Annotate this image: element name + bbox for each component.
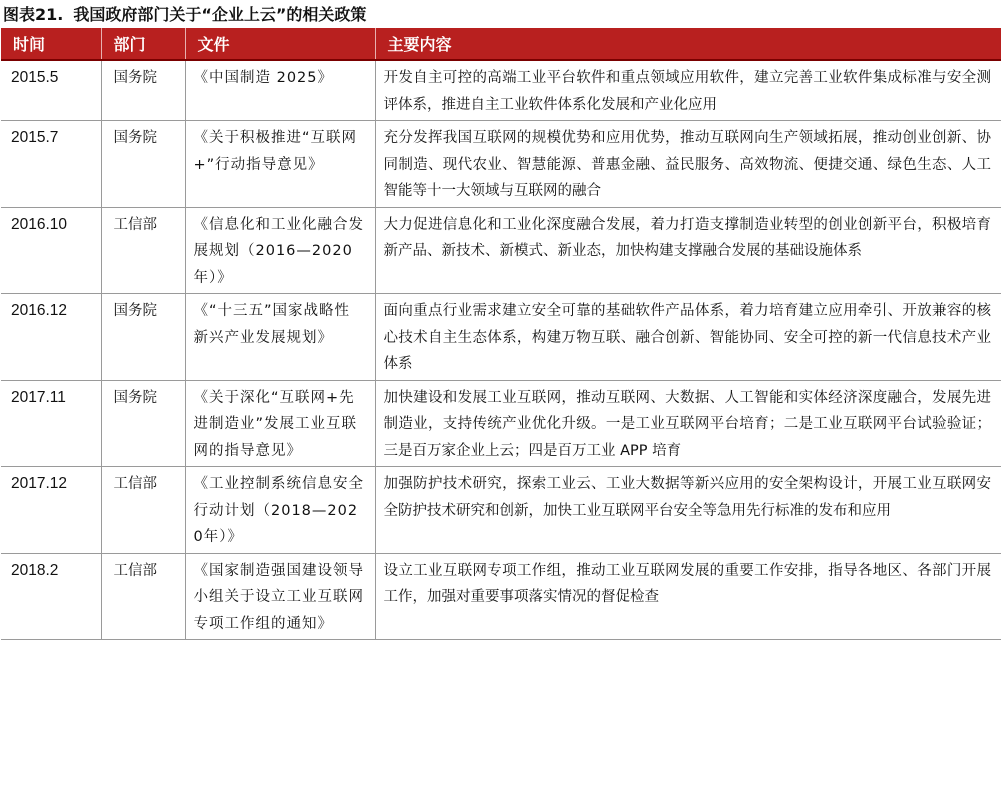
header-row — [1, 28, 1001, 60]
figure-caption: 我国政府部门关于“企业上云”的相关政策 — [73, 5, 367, 24]
table-row — [1, 467, 1001, 554]
cell-document: 《关于深化“互联网+先进制造业”发展工业互联网的指导意见》 — [185, 380, 375, 467]
header-document: 文件 — [185, 28, 375, 60]
cell-time: 2015.7 — [1, 121, 101, 208]
cell-department: 国务院 — [101, 294, 185, 381]
table-body — [1, 60, 1001, 640]
cell-content: 设立工业互联网专项工作组，推动工业互联网发展的重要工作安排，指导各地区、各部门开展工作，加强对重要事项落实情况的督促检查 — [375, 553, 1001, 640]
cell-document: 《国家制造强国建设领导小组关于设立工业互联网专项工作组的通知》 — [185, 553, 375, 640]
cell-content: 充分发挥我国互联网的规模优势和应用优势，推动互联网向生产领域拓展，推动创业创新、协同制造、现代农业、智慧能源、普惠金融、益民服务、高效物流、便捷交通、绿色生态、人工智能等十一大领域与互联网的融合 — [375, 121, 1001, 208]
cell-content: 加快建设和发展工业互联网，推动互联网、大数据、人工智能和实体经济深度融合，发展先进制造业，支持传统产业优化升级。一是工业互联网平台培育；二是工业互联网平台试验验证；三是百万家企业上云；四是百万工业 APP 培育 — [375, 380, 1001, 467]
cell-department: 国务院 — [101, 121, 185, 208]
header-department: 部门 — [101, 28, 185, 60]
cell-time: 2018.2 — [1, 553, 101, 640]
cell-document: 《关于积极推进“互联网+”行动指导意见》 — [185, 121, 375, 208]
table-row — [1, 121, 1001, 208]
cell-document: 《“十三五”国家战略性新兴产业发展规划》 — [185, 294, 375, 381]
table-row — [1, 60, 1001, 121]
header-main-content: 主要内容 — [375, 28, 1001, 60]
cell-time: 2016.10 — [1, 207, 101, 294]
cell-department: 工信部 — [101, 207, 185, 294]
table-row — [1, 380, 1001, 467]
cell-document: 《工业控制系统信息安全行动计划（2018—2020年）》 — [185, 467, 375, 554]
cell-content: 面向重点行业需求建立安全可靠的基础软件产品体系，着力培育建立应用牵引、开放兼容的核心技术自主生态体系，构建万物互联、融合创新、智能协同、安全可控的新一代信息技术产业体系 — [375, 294, 1001, 381]
table-row — [1, 294, 1001, 381]
cell-time: 2017.11 — [1, 380, 101, 467]
cell-department: 工信部 — [101, 553, 185, 640]
cell-department: 工信部 — [101, 467, 185, 554]
cell-document: 《中国制造 2025》 — [185, 60, 375, 121]
header-time: 时间 — [1, 28, 101, 60]
cell-content: 加强防护技术研究，探索工业云、工业大数据等新兴应用的安全架构设计，开展工业互联网安全防护技术研究和创新，加快工业互联网平台安全等急用先行标准的发布和应用 — [375, 467, 1001, 554]
cell-content: 开发自主可控的高端工业平台软件和重点领域应用软件，建立完善工业软件集成标准与安全测评体系，推进自主工业软件体系化发展和产业化应用 — [375, 60, 1001, 121]
cell-document: 《信息化和工业化融合发展规划（2016—2020 年）》 — [185, 207, 375, 294]
table-row — [1, 553, 1001, 640]
cell-time: 2017.12 — [1, 467, 101, 554]
cell-time: 2016.12 — [1, 294, 101, 381]
table-row — [1, 207, 1001, 294]
table-header — [1, 28, 1001, 60]
cell-content: 大力促进信息化和工业化深度融合发展，着力打造支撑制造业转型的创业创新平台，积极培育新产品、新技术、新模式、新业态，加快构建支撑融合发展的基础设施体系 — [375, 207, 1001, 294]
figure-title — [3, 2, 366, 28]
cell-department: 国务院 — [101, 60, 185, 121]
cell-time: 2015.5 — [1, 60, 101, 121]
policy-table — [1, 28, 1001, 640]
cell-department: 国务院 — [101, 380, 185, 467]
figure-number: 图表21. — [3, 5, 64, 24]
